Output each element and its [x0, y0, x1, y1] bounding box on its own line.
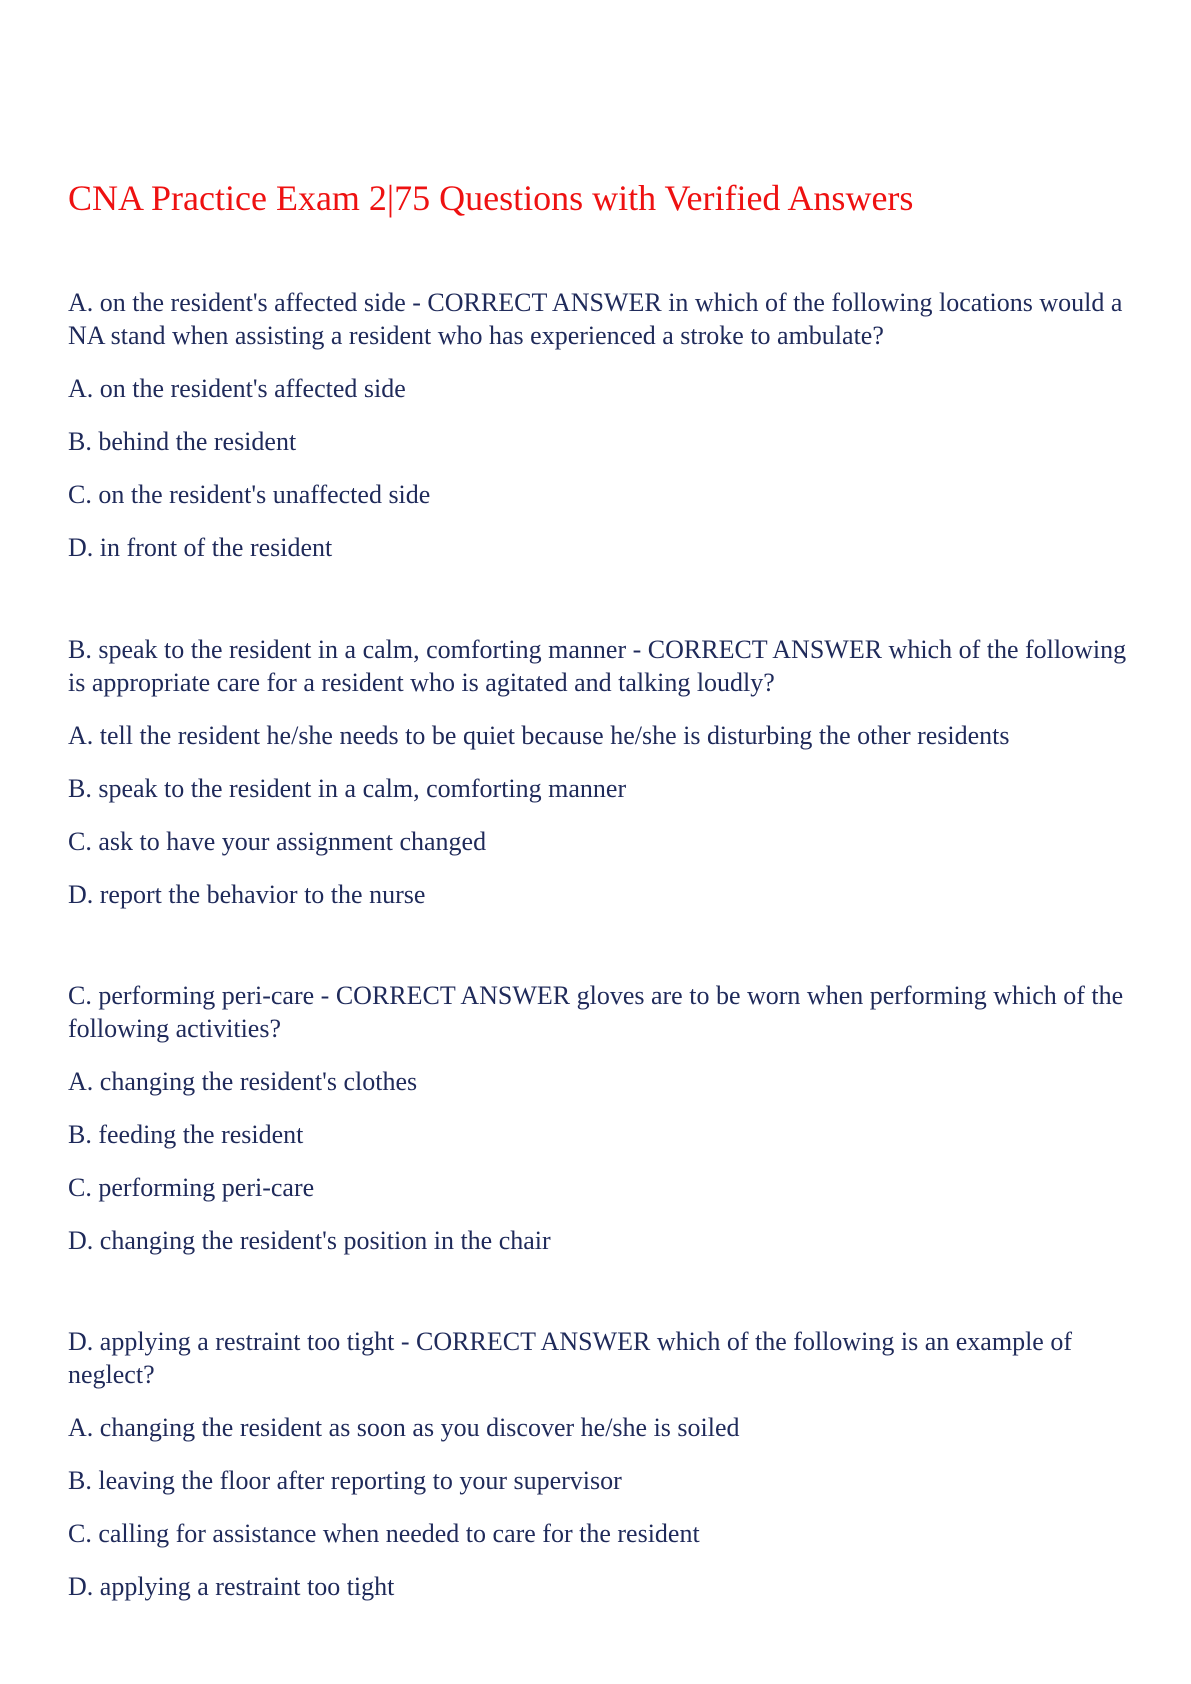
question-text: B. speak to the resident in a calm, comforting manner - CORRECT ANSWER which of the following is appropriate care for a resident who is agitated and talking loudly? [68, 635, 1127, 697]
answer-option-a: A. changing the resident's clothes [68, 1067, 418, 1096]
question-text: A. on the resident's affected side - CORRECT ANSWER in which of the following locations would a NA stand when assisting a resident who has experienced a stroke to ambulate? [68, 288, 1123, 350]
answer-option-c: C. calling for assistance when needed to care for the resident [68, 1519, 700, 1548]
question-text: D. applying a restraint too tight - CORRECT ANSWER which of the following is an example of neglect? [68, 1327, 1072, 1389]
document-title: CNA Practice Exam 2|75 Questions with Verified Answers [68, 178, 914, 218]
answer-option-c: C. performing peri-care [68, 1173, 315, 1202]
answer-option-a: A. on the resident's affected side [68, 374, 406, 403]
answer-option-d: D. applying a restraint too tight [68, 1572, 395, 1601]
answer-option-b: B. behind the resident [68, 427, 297, 456]
answer-option-b: B. leaving the floor after reporting to your supervisor [68, 1466, 622, 1495]
question-block-4 [68, 1325, 1128, 1603]
answer-option-b: B. speak to the resident in a calm, comforting manner [68, 774, 627, 803]
answer-option-c: C. ask to have your assignment changed [68, 827, 487, 856]
answer-option-a: A. tell the resident he/she needs to be quiet because he/she is disturbing the other residents [68, 721, 1010, 750]
question-block-1 [68, 286, 1128, 564]
answer-option-c: C. on the resident's unaffected side [68, 480, 431, 509]
question-text: C. performing peri-care - CORRECT ANSWER gloves are to be worn when performing which of the following activities? [68, 981, 1124, 1043]
answer-option-a: A. changing the resident as soon as you discover he/she is soiled [68, 1413, 740, 1442]
question-block-3 [68, 979, 1128, 1257]
question-block-2 [68, 633, 1128, 911]
answer-option-d: D. changing the resident's position in the chair [68, 1226, 551, 1255]
answer-option-d: D. report the behavior to the nurse [68, 880, 426, 909]
answer-option-b: B. feeding the resident [68, 1120, 304, 1149]
answer-option-d: D. in front of the resident [68, 533, 333, 562]
